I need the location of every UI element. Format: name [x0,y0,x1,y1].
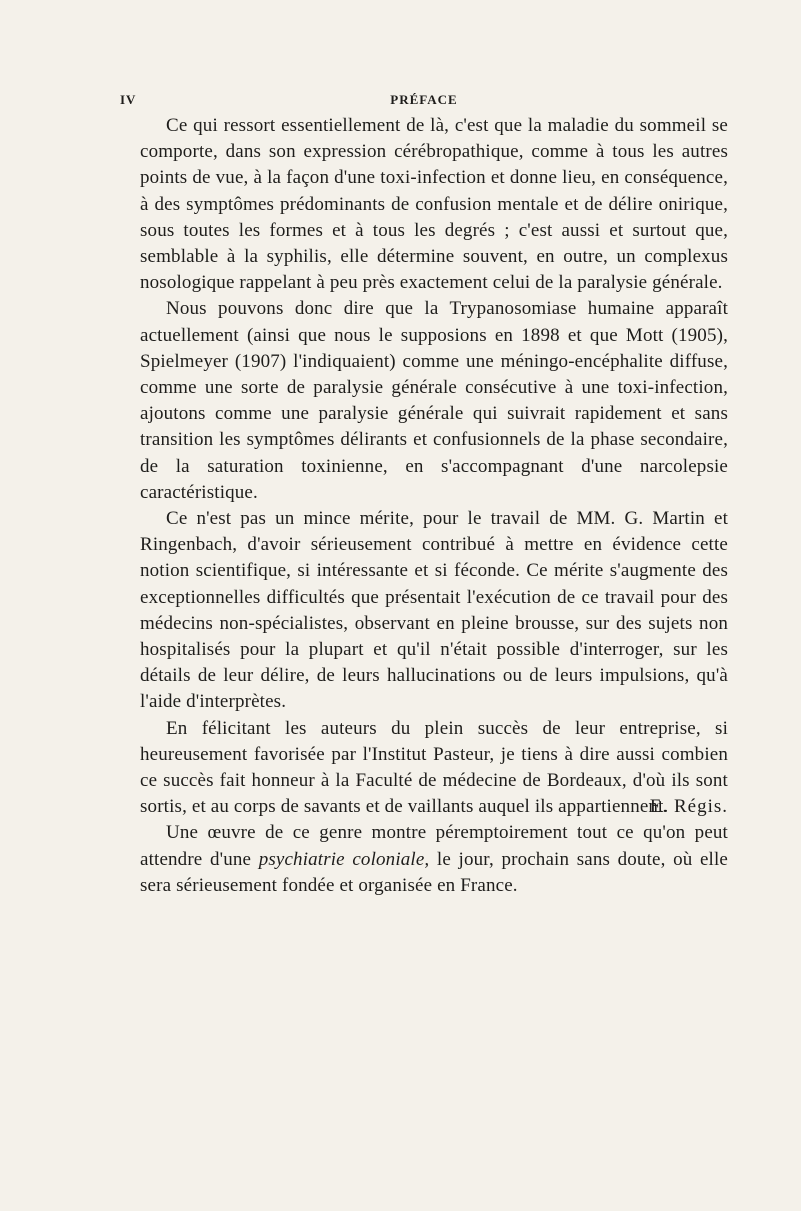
paragraph-5-text-start: Une œuvre de ce genre montre péremptoirement tout ce qu'on peut attendre d'une [140,822,728,870]
running-title: PRÉFACE [390,92,458,107]
paragraph-3: Ce n'est pas un mince mérite, pour le travail de MM. G. Martin et Ringenbach, d'avoir sérieusement contribué à mettre en évidence cette notion scientifique, si intéressante et si féconde. Ce mérite s'augmente des exceptionnelles difficultés que présentait l'exécution de ce travail pour des médecins non-spécialistes, observant en pleine brousse, sur des sujets non hospitalisés pour la plupart et qu'il n'était possible d'interroger, sur les détails de leur délire, de leurs hallucinations ou de leurs impulsions, qu'à l'aide d'interprètes. [140,508,728,713]
paragraph-1: Ce qui ressort essentiellement de là, c'est que la maladie du sommeil se comporte, dans son expression cérébropathique, comme à tous les autres points de vue, à la façon d'une toxi-infection et donne lieu, en conséquence, à des symptômes prédominants de confusion mentale et de délire onirique, sous toutes les formes et à tous les degrés ; c'est aussi et surtout que, semblable à la syphilis, elle détermine souvent, en outre, un complexus nosologique rappelant à peu près exactement celui de la paralysie générale. [140,115,728,294]
paragraph-4: En félicitant les auteurs du plein succès de leur entreprise, si heureusement favorisée par l'Institut Pasteur, je tiens à dire aussi combien ce succès fait honneur à la Faculté de médecine de Bordeaux, d'où ils sont sortis, et au corps de savants et de vaillants auquel ils appartiennent. [140,717,728,818]
page-number: IV [120,92,137,107]
signature: E. Régis. [649,796,728,817]
italic-phrase: psychiatrie coloniale, [258,848,430,870]
paragraph-5-text-end: le jour, prochain sans doute, où elle sera sérieusement fondée et organisée en France. [140,848,728,896]
paragraph-5 [140,820,728,899]
body-text [140,113,728,899]
paragraph-2: Nous pouvons donc dire que la Trypanosomiase humaine apparaît actuellement (ainsi que nous le supposions en 1898 et que Mott (1905), Spielmeyer (1907) l'indiquaient) comme une méningo-encéphalite diffuse, comme une sorte de paralysie générale consécutive à une toxi-infection, ajoutons comme une paralysie générale qui suivrait rapidement et sans transition les symptômes délirants et confusionnels de la phase secondaire, de la saturation toxinienne, en s'accompagnant d'une narcolepsie caractéristique. [140,298,728,503]
running-head [120,92,728,108]
